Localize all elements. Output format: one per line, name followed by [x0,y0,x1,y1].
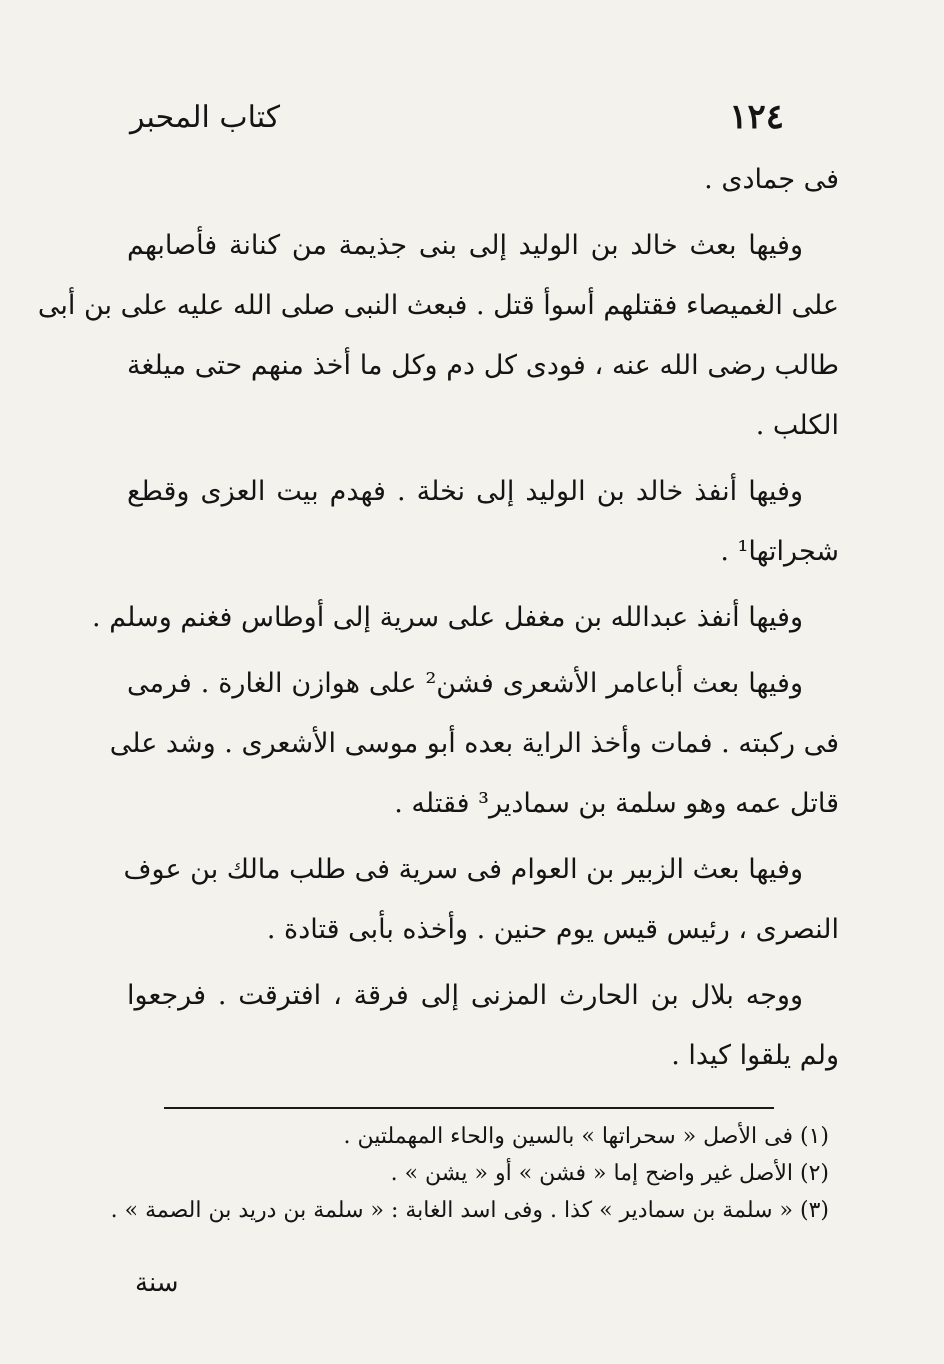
text-line: وفيها بعث أباعامر الأشعرى فشن² على هوازن الغارة . فرمى [127,668,803,699]
paragraph [127,462,839,582]
paragraph [127,966,839,1086]
text-line: النصرى ، رئيس قيس يوم حنين . وأخذه بأبى قتادة . [266,914,839,945]
footnotes [109,1118,829,1229]
footnote: (٣) « سلمة بن سمادير » كذا . وفى اسد الغابة : « سلمة بن دريد بن الصمة » . [110,1198,829,1223]
catchword: سنة [135,1268,179,1298]
page-number: ١٢٤ [729,97,784,137]
page-header [130,92,784,142]
text-line: قاتل عمه وهو سلمة بن سمادير³ فقتله . [394,788,839,819]
text-line: الكلب . [755,410,839,441]
text-line: وفيها أنفذ عبدالله بن مغفل على سرية إلى أوطاس فغنم وسلم . [92,602,803,633]
footnote-divider [164,1107,774,1109]
paragraph [109,654,839,834]
paragraph [123,840,839,960]
paragraph [127,150,839,210]
paragraph [92,588,839,648]
text-line: وفيها أنفذ خالد بن الوليد إلى نخلة . فهدم بيت العزى وقطع [127,476,803,507]
body-text [37,150,839,1092]
text-line: طالب رضى الله عنه ، فودى كل دم وكل ما أخذ منهم حتى ميلغة [127,350,839,381]
running-title: كتاب المحبر [130,99,281,135]
text-line: ولم يلقوا كيدا . [671,1040,839,1071]
paragraph [37,216,839,456]
text-line: وفيها بعث الزبير بن العوام فى سرية فى طلب مالك بن عوف [123,854,803,885]
text-line: فى جمادى . [704,164,839,195]
text-line: على الغميصاء فقتلهم أسوأ قتل . فبعث النبى صلى الله عليه على بن أبى [37,290,839,321]
text-line: شجراتها¹ . [720,536,839,567]
text-line: فى ركبته . فمات وأخذ الراية بعده أبو موسى الأشعرى . وشد على [109,728,839,759]
footnote: (١) فى الأصل « سحراتها » بالسين والحاء المهملتين . [343,1124,829,1149]
footnote: (٢) الأصل غير واضح إما « فشن » أو « يشن » . [390,1161,829,1186]
text-line: وفيها بعث خالد بن الوليد إلى بنى جذيمة من كنانة فأصابهم [127,230,803,261]
text-line: ووجه بلال بن الحارث المزنى إلى فرقة ، افترقت . فرجعوا [127,980,803,1011]
